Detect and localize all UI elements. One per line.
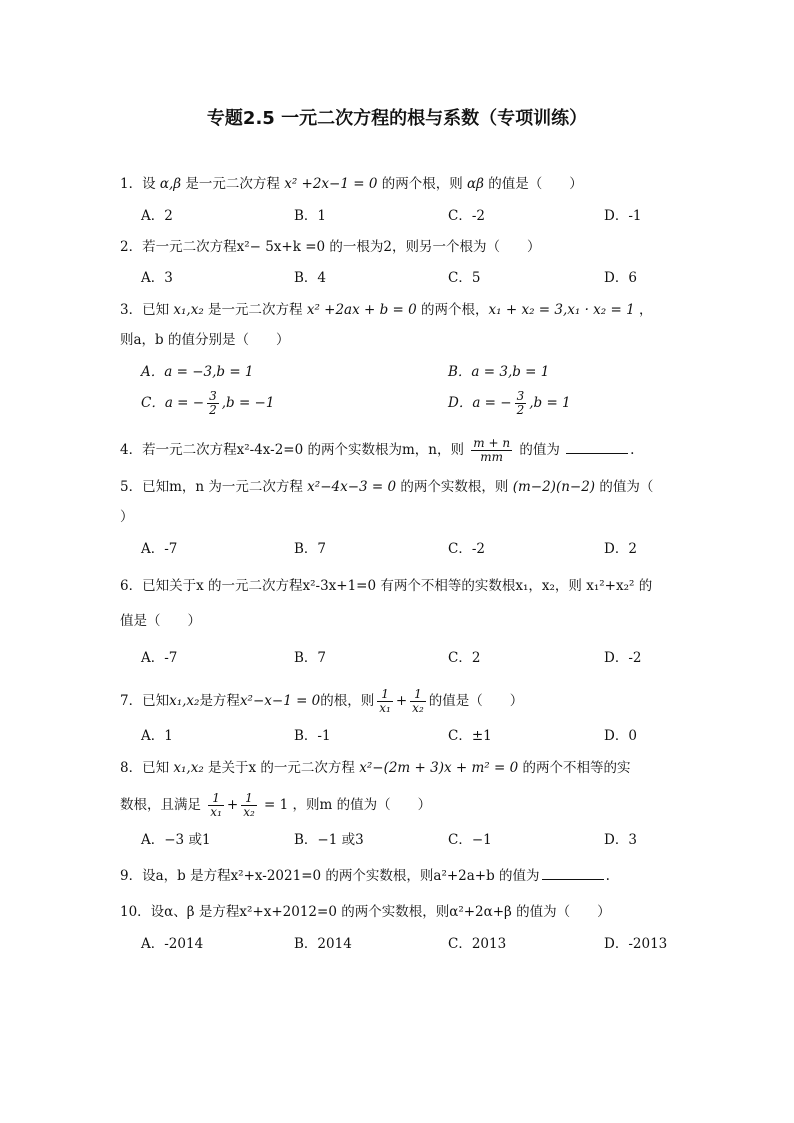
answer-blank[interactable] bbox=[566, 441, 628, 454]
question-2: 2．若一元二次方程x²− 5x+k =0 的一根为2，则另一个根为（ ） bbox=[120, 239, 541, 255]
q3-option-c: C．a = − $\frac{3}{2}$ ,b = −1 bbox=[141, 389, 275, 417]
q10-option-a: A．-2014 bbox=[141, 936, 204, 952]
question-4: 4．若一元二次方程x²-4x-2=0 的两个实数根为m，n，则 $\frac{m + n}{mm}$ 的值为 . bbox=[120, 436, 635, 464]
question-1: 1．设 α,β 是一元二次方程 x² +2x−1 = 0 的两个根，则 αβ 的值是（ ） bbox=[120, 176, 583, 192]
q10-option-b: B．2014 bbox=[294, 936, 352, 952]
question-6: 6．已知关于x 的一元二次方程x²-3x+1=0 有两个不相等的实数根x₁，x₂，则 x₁²+x₂² 的 bbox=[120, 578, 653, 594]
question-9: 9．设a，b 是方程x²+x-2021=0 的两个实数根，则a²+2a+b 的值为 . bbox=[120, 868, 610, 884]
question-5-line-2: ） bbox=[120, 509, 134, 525]
q8-option-a: A．−3 或1 bbox=[141, 832, 211, 848]
q2-option-b: B．4 bbox=[294, 270, 327, 286]
q6-option-c: C．2 bbox=[448, 650, 481, 666]
q1-option-d: D．-1 bbox=[604, 208, 642, 224]
q7-option-a: A．1 bbox=[141, 728, 173, 744]
page-title: 专题2.5 一元二次方程的根与系数（专项训练） bbox=[206, 108, 588, 129]
question-8: 8．已知 x₁,x₂ 是关于x 的一元二次方程 x²−(2m + 3)x + m² = 0 的两个不相等的实 bbox=[120, 760, 631, 776]
q8-option-d: D．3 bbox=[604, 832, 637, 848]
q1-option-b: B．1 bbox=[294, 208, 327, 224]
q3-option-a: A．a = −3,b = 1 bbox=[141, 364, 254, 380]
q5-option-b: B．7 bbox=[294, 541, 327, 557]
q2-option-d: D．6 bbox=[604, 270, 637, 286]
q3-option-b: B．a = 3,b = 1 bbox=[448, 364, 550, 380]
answer-blank[interactable] bbox=[542, 867, 604, 880]
question-10: 10．设α、β 是方程x²+x+2012=0 的两个实数根，则α²+2α+β 的值为（ ） bbox=[120, 904, 611, 920]
q5-option-d: D．2 bbox=[604, 541, 637, 557]
q7-option-c: C．±1 bbox=[448, 728, 492, 744]
q3-option-d: D．a = − $\frac{3}{2}$ ,b = 1 bbox=[448, 389, 571, 417]
question-6-line-2: 值是（ ） bbox=[120, 613, 201, 629]
q2-option-c: C．5 bbox=[448, 270, 481, 286]
q8-option-b: B．−1 或3 bbox=[294, 832, 364, 848]
q2-option-a: A．3 bbox=[141, 270, 173, 286]
q5-option-a: A．-7 bbox=[141, 541, 178, 557]
q6-option-b: B．7 bbox=[294, 650, 327, 666]
q6-option-d: D．-2 bbox=[604, 650, 642, 666]
question-7: 7．已知x₁,x₂是方程x²−x−1 = 0的根，则 $\frac{1}{\text{x₁}}$ + $\frac{1}{\text{x₂}}$ 的值是（ ） bbox=[120, 687, 524, 715]
q1-option-c: C．-2 bbox=[448, 208, 485, 224]
q10-option-d: D．-2013 bbox=[604, 936, 668, 952]
question-3-line-2: 则a，b 的值分别是（ ） bbox=[120, 332, 290, 348]
q10-option-c: C．2013 bbox=[448, 936, 507, 952]
question-3: 3．已知 x₁,x₂ 是一元二次方程 x² +2ax + b = 0 的两个根，x₁ + x₂ = 3,x₁ · x₂ = 1 ， bbox=[120, 302, 653, 318]
q8-option-c: C．−1 bbox=[448, 832, 492, 848]
q1-option-a: A．2 bbox=[141, 208, 173, 224]
q6-option-a: A．-7 bbox=[141, 650, 178, 666]
question-8-line-2: 数根，且满足 $\frac{1}{\text{x₁}}$ + $\frac{1}{\text{x₂}}$ = 1 ，则m 的值为（ ） bbox=[120, 791, 432, 819]
question-5: 5．已知m，n 为一元二次方程 x²−4x−3 = 0 的两个实数根，则 (m−2)(n−2) 的值为（ bbox=[120, 479, 654, 495]
q7-option-b: B．-1 bbox=[294, 728, 331, 744]
q7-option-d: D．0 bbox=[604, 728, 637, 744]
q5-option-c: C．-2 bbox=[448, 541, 485, 557]
